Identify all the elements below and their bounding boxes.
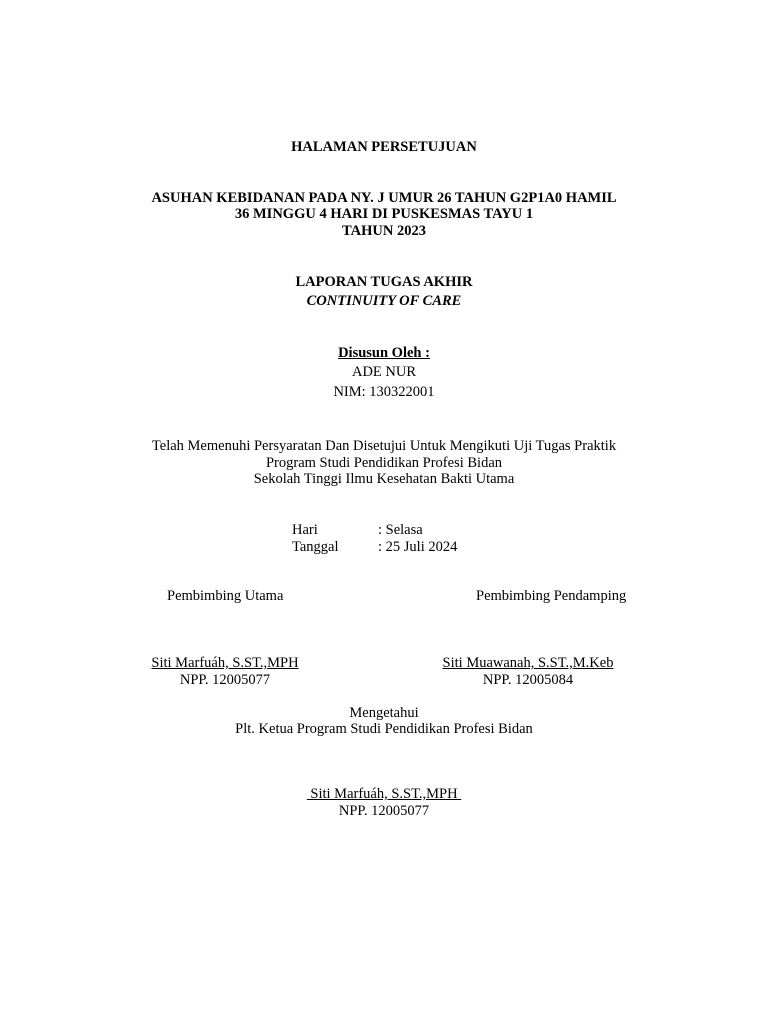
author-name: ADE NUR xyxy=(351,364,417,380)
main-title-line-3: TAHUN 2023 xyxy=(342,223,426,239)
schedule-day-label: Hari xyxy=(292,522,318,538)
assistant-supervisor-name: Siti Muawanah, S.ST.,M.Keb xyxy=(442,655,614,671)
acknowledgement-name-row xyxy=(0,785,768,803)
assistant-supervisor-role: Pembimbing Pendamping xyxy=(476,588,627,604)
author-nim: NIM: 130322001 xyxy=(333,384,435,400)
main-title-line-2: 36 MINGGU 4 HARI DI PUSKESMAS TAYU 1 xyxy=(234,206,534,222)
approval-statement-line-2: Program Studi Pendidikan Profesi Bidan xyxy=(265,455,502,471)
schedule-date-value: : 25 Juli 2024 xyxy=(378,539,458,555)
acknowledgement-position: Plt. Ketua Program Studi Pendidikan Profesi Bidan xyxy=(235,721,533,737)
schedule-date-label: Tanggal xyxy=(292,539,339,555)
main-supervisor-signature-block xyxy=(125,655,325,689)
main-title-line-1: ASUHAN KEBIDANAN PADA NY. J UMUR 26 TAHUN G2P1A0 HAMIL xyxy=(151,190,617,206)
schedule-day-value: : Selasa xyxy=(378,522,423,538)
main-supervisor-name: Siti Marfuáh, S.ST.,MPH xyxy=(151,655,299,671)
page-title: HALAMAN PERSETUJUAN xyxy=(291,139,477,155)
acknowledgement-npp: NPP. 12005077 xyxy=(338,803,430,819)
assistant-supervisor-signature-block xyxy=(418,655,638,689)
approval-statement-line-1: Telah Memenuhi Persyaratan Dan Disetujui Untuk Mengikuti Uji Tugas Praktik xyxy=(151,438,617,454)
approval-statement-line-3: Sekolah Tinggi Ilmu Kesehatan Bakti Utama xyxy=(253,471,515,487)
main-supervisor-role: Pembimbing Utama xyxy=(167,588,284,604)
author-label: Disusun Oleh : xyxy=(338,345,430,361)
assistant-supervisor-npp: NPP. 12005084 xyxy=(482,672,574,688)
report-type: LAPORAN TUGAS AKHIR xyxy=(295,274,473,290)
report-subtitle: CONTINUITY OF CARE xyxy=(306,293,462,309)
acknowledgement-label: Mengetahui xyxy=(349,705,419,721)
acknowledgement-name: Siti Marfuáh, S.ST.,MPH xyxy=(306,786,462,802)
main-supervisor-npp: NPP. 12005077 xyxy=(179,672,271,688)
